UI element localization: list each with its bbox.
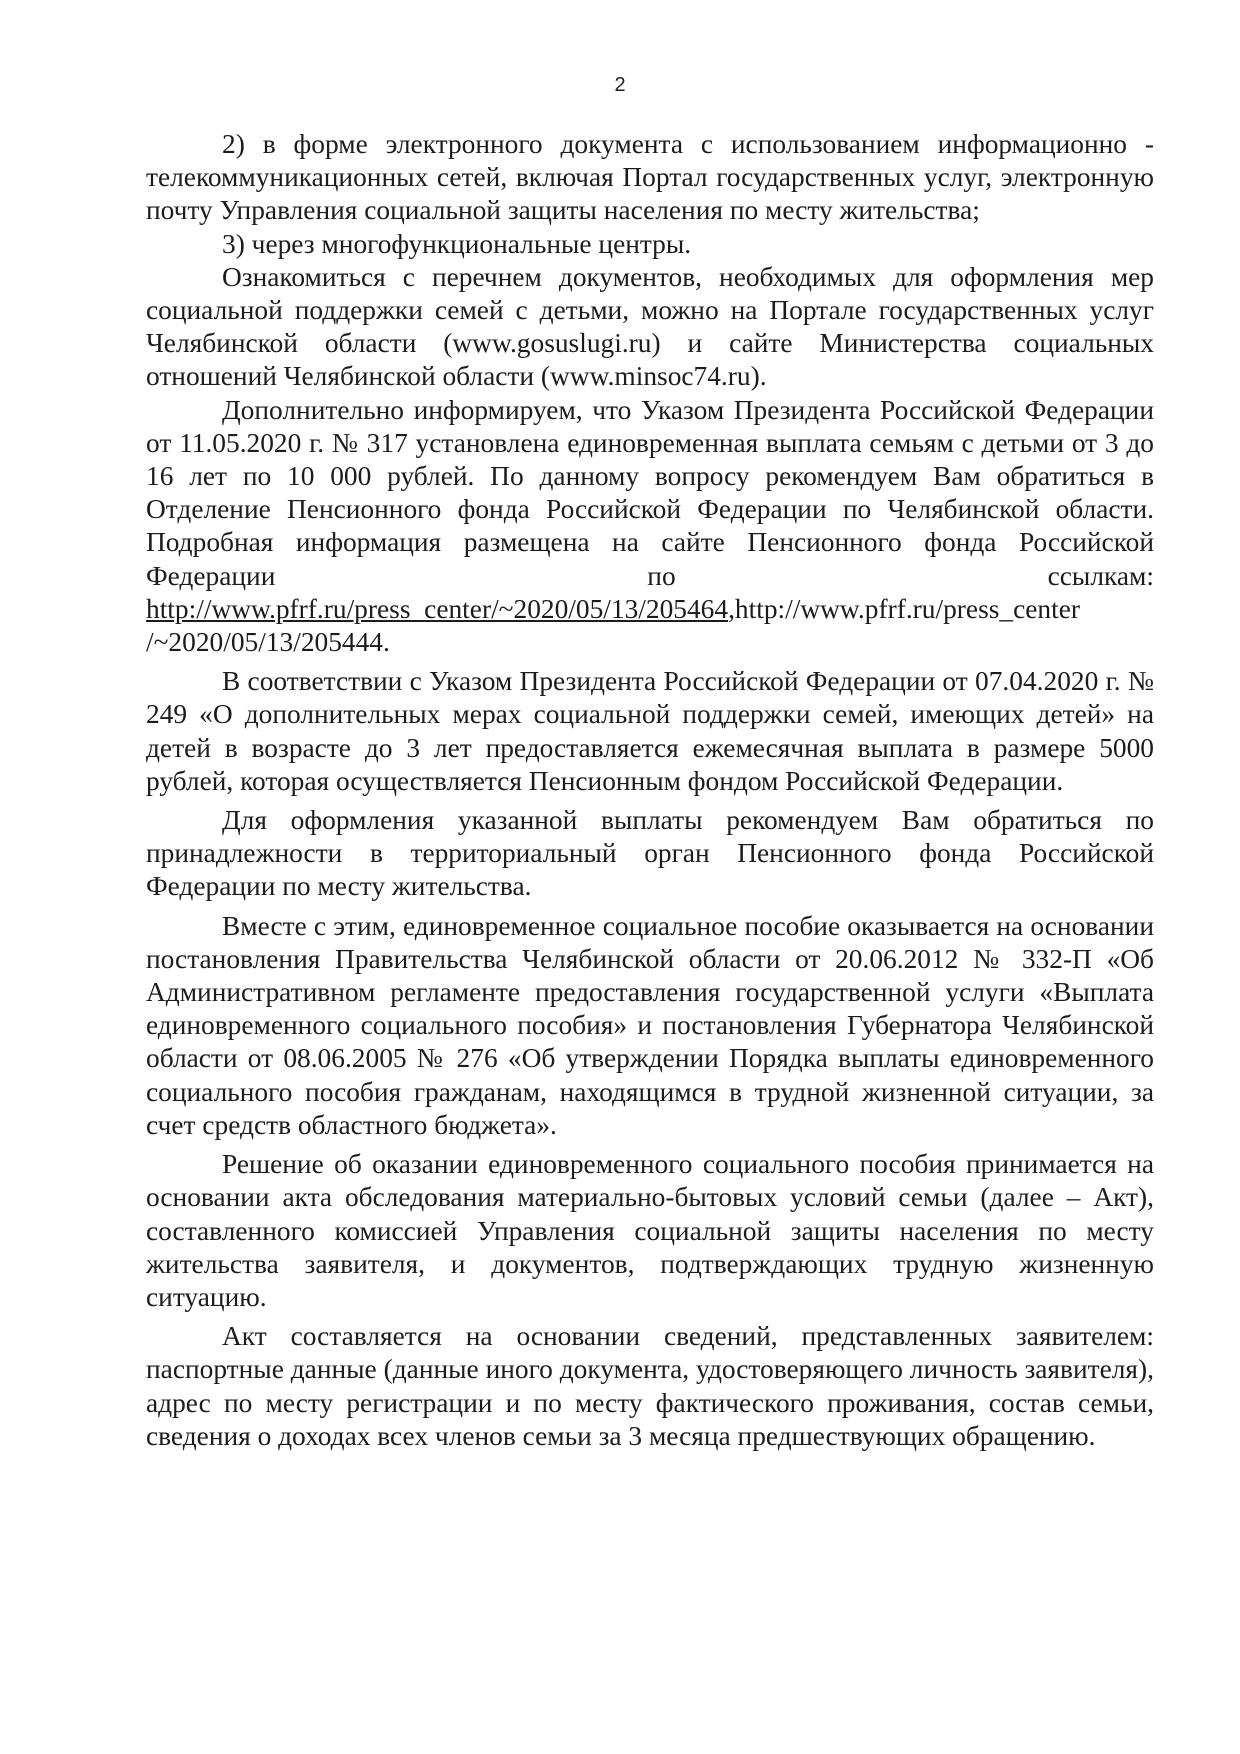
paragraph-payment-registration: Для оформления указанной выплаты рекомендуем Вам обратиться по принадлежности в территориальный орган Пенсионного фонда Российской Федерации по месту жительства. — [146, 805, 1154, 902]
paragraph-act-basis: Акт составляется на основании сведений, представленных заявителем: паспортные данные (данные иного документа, удостоверяющего личность заявителя), адрес по месту регистрации и по месту фактического проживания, состав семьи, сведения о доходах всех членов семьи за 3 месяца предшествующих обращению. — [146, 1321, 1154, 1451]
page-number: 2 — [614, 74, 626, 96]
paragraph-one-time-payment — [146, 394, 1154, 660]
document-body — [146, 128, 1154, 1453]
paragraph-monthly-payment: В соответствии с Указом Президента Российской Федерации от 07.04.2020 г. № 249 «О дополнительных мерах социальной поддержки семей, имеющих детей» на детей в возрасте до 3 лет предоставляется ежемесячная выплата в размере 5000 рублей, которая осуществляется Пенсионным фондом Российской Федерации. — [146, 666, 1154, 796]
pfrf-link-2[interactable]: ,http://www.pfrf.ru/press_center /~2020/05/13/205444. — [146, 593, 1080, 658]
paragraph-allowance-decision: Решение об оказании единовременного социального пособия принимается на основании акта обследования материально-бытовых условий семьи (далее – Акт), составленного комиссией Управления социальной защиты населения по месту жительства заявителя, и документов, подтверждающих трудную жизненную ситуацию. — [146, 1149, 1154, 1312]
paragraph-submission-mfc: 3) через многофункциональные центры. — [222, 228, 692, 259]
paragraph-social-allowance: Вместе с этим, единовременное социальное пособие оказывается на основании постановления Правительства Челябинской области от 20.06.2012 № 332-П «Об Административном регламенте предоставления государственной услуги «Выплата единовременного социального пособия» и постановления Губернатора Челябинской области от 08.06.2005 № 276 «Об утверждении Порядка выплаты единовременного социального пособия гражданам, находящимся в трудной жизненной ситуации, за счет средств областного бюджета». — [146, 910, 1154, 1140]
paragraph-one-time-payment-text: Дополнительно информируем, что Указом Президента Российской Федерации от 11.05.2020 г. № 317 установлена единовременная выплата семьям с детьми от 3 до 16 лет по 10 000 рублей. По данному вопросу рекомендуем Вам обратиться в Отделение Пенсионного фонда Российской Федерации по Челябинской области. Подробная информация размещена на сайте Пенсионного фонда Российской Федерации по ссылкам: — [146, 394, 1154, 591]
paragraph-documents-list: Ознакомиться с перечнем документов, необходимых для оформления мер социальной поддержки семей с детьми, можно на Портале государственных услуг Челябинской области (www.gosuslugi.ru) и сайте Министерства социальных отношений Челябинской области (www.minsoc74.ru). — [146, 261, 1154, 392]
paragraph-submission-electronic: 2) в форме электронного документа с использованием информационно - телекоммуникационных сетей, включая Портал государственных услуг, электронную почту Управления социальной защиты населения по месту жительства; — [146, 129, 1154, 226]
pfrf-link-1[interactable]: http://www.pfrf.ru/press_center/~2020/05/13/205464 — [146, 593, 729, 624]
